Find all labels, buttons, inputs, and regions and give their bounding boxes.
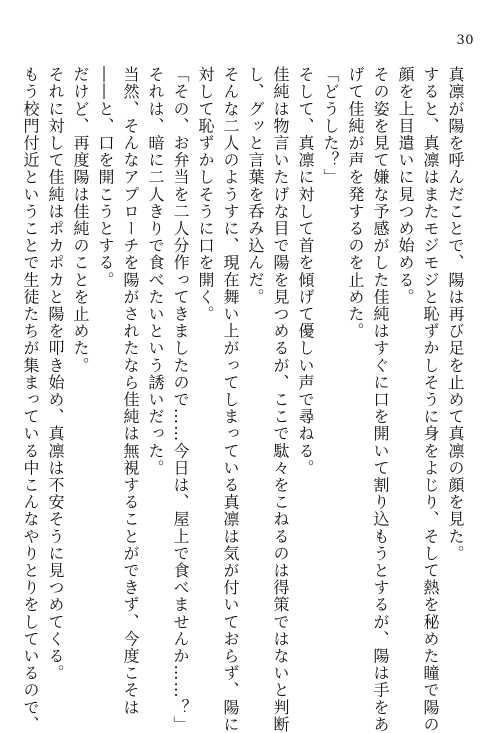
text-line: それに対して佳純はポカポカと陽を叩き始め、真凛は不安そうに見つめてくる。 [46,66,65,682]
text-line: そして、真凛に対して首を傾げて優しい声で尋ねる。 [296,66,315,477]
text-line: ――と、口を開こうとする。 [96,66,115,289]
page-number: 30 [456,33,474,48]
text-line: もう校門付近ということで生徒たちが集まっている中こんなやりとりをしているので、 [21,66,40,733]
text-line: 「どうした？」 [321,66,340,186]
text-line: 「その、お弁当を二人分作ってきましたので……今日は、屋上で食べませんか……？」 [171,66,190,733]
text-line: 当然、そんなアプローチを陽がされたなら佳純は無視することができず、今度こそは [121,66,140,716]
text-line: 真凛が陽を呼んだことで、陽は再び足を止めて真凛の顔を見た。 [446,66,465,562]
text-line: その姿を見て嫌な予感がした佳純はすぐに口を開いて割り込もうとするが、陽は手をあ [371,66,390,733]
text-line: だけど、再度陽は佳純のことを止めた。 [71,66,90,374]
vertical-text-block [21,66,468,733]
text-line: すると、真凛はまたモジモジと恥ずかしそうに身をよじり、そして熱を秘めた瞳で陽の [421,66,440,733]
text-line: 顔を上目遣いに見つめ始める。 [396,66,415,306]
text-line: 対して恥ずかしそうに口を開く。 [196,66,215,323]
text-line: そんな二人のようすに、現在舞い上がってしまっている真凛は気が付いておらず、陽に [221,66,240,733]
text-line: 佳純は物言いたげな目で陽を見つめるが、ここで駄々をこねるのは得策ではないと判断 [271,66,290,733]
text-line: げて佳純が声を発するのを止めた。 [346,66,365,340]
text-line: それは、暗に二人きりで食べたいという誘いだった。 [146,66,165,477]
text-line: し、グッと言葉を呑み込んだ。 [246,66,265,306]
